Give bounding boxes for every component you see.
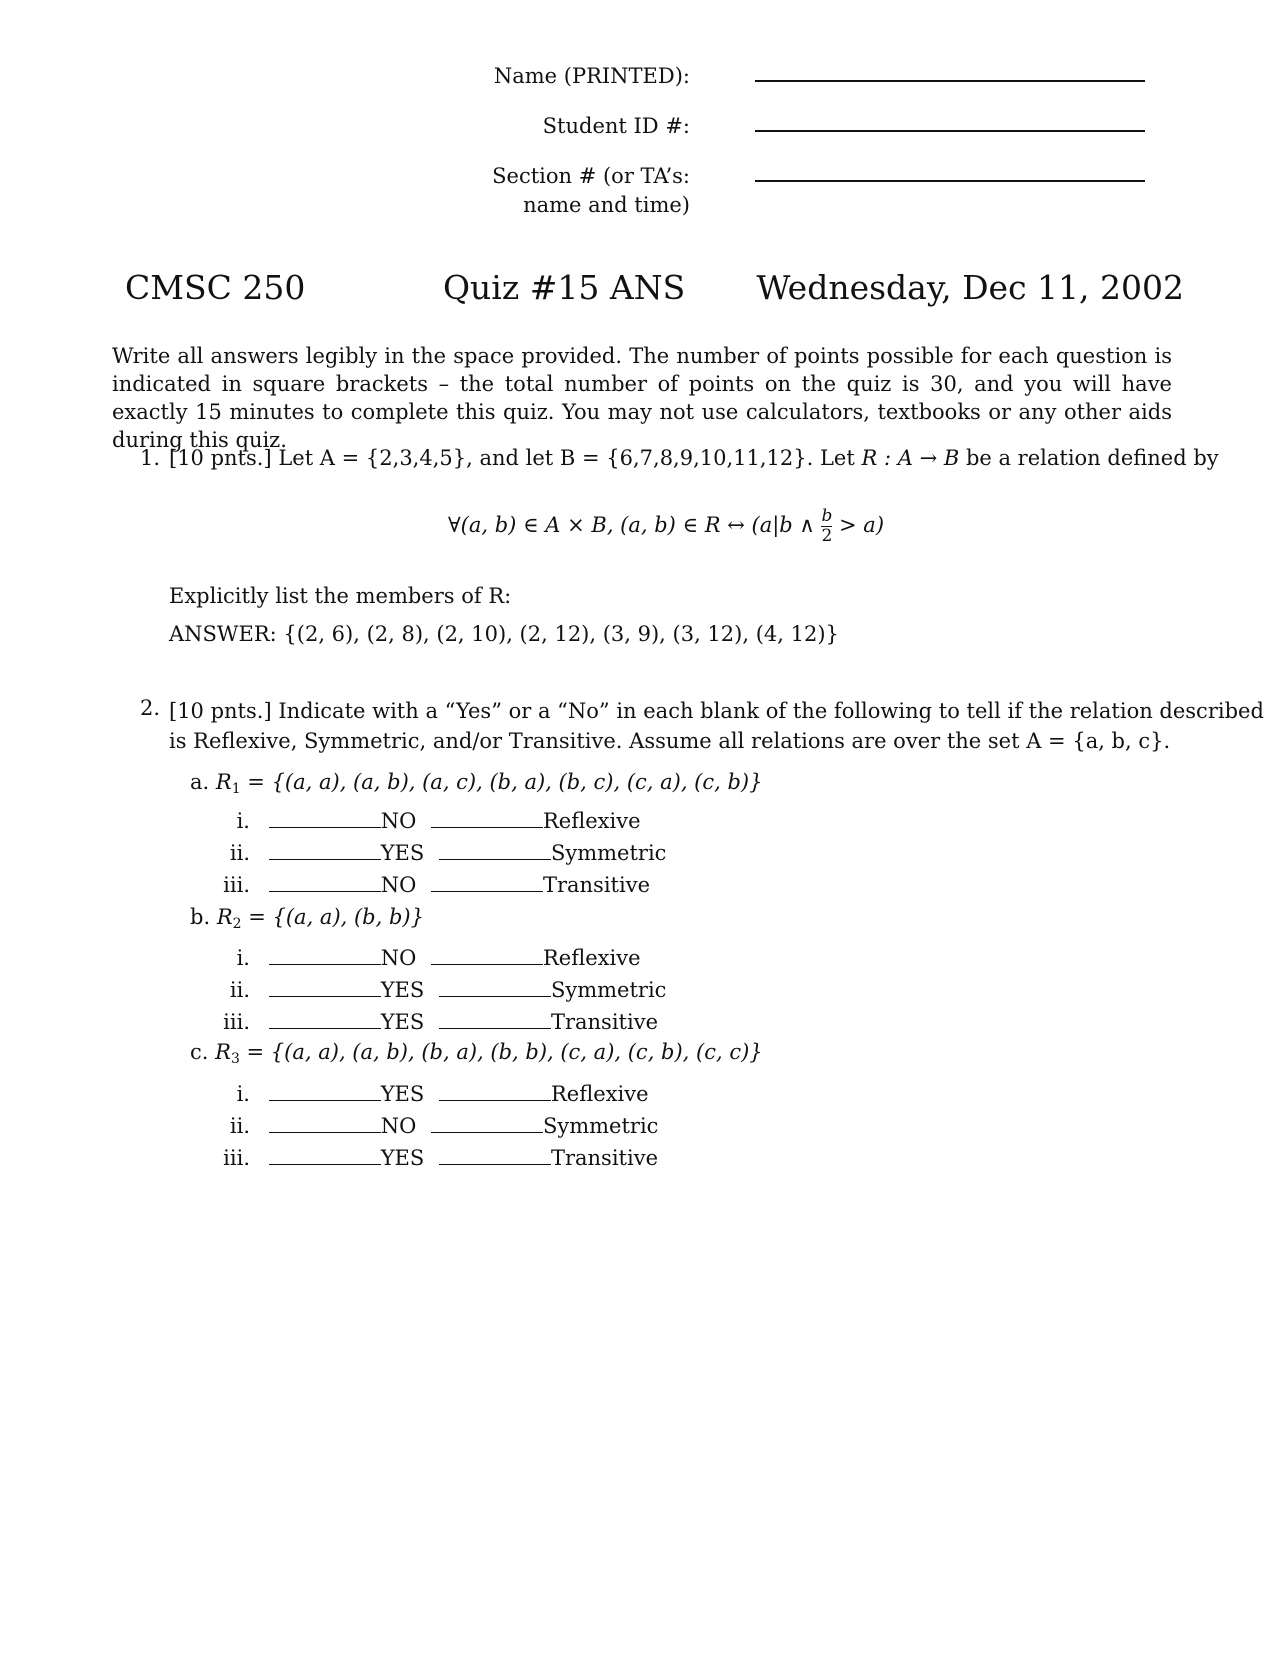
part-a-row-3: iii. NO Transitive bbox=[190, 867, 650, 899]
answer-blank[interactable] bbox=[269, 1140, 381, 1165]
part-c-row-3: iii. YES Transitive bbox=[190, 1140, 658, 1172]
part-c-row-1: i. YES Reflexive bbox=[190, 1076, 649, 1108]
answer-blank[interactable] bbox=[439, 1140, 551, 1165]
name-field-line[interactable] bbox=[755, 80, 1145, 82]
name-field-label: Name (PRINTED): bbox=[493, 64, 690, 88]
answer-blank[interactable] bbox=[269, 1004, 381, 1029]
q2-number: 2. bbox=[140, 696, 161, 720]
student-id-label: Student ID #: bbox=[542, 114, 690, 138]
section-line[interactable] bbox=[755, 180, 1145, 182]
q1-text: [10 pnts.] Let A = {2,3,4,5}, and let B = {6,7,8,9,10,11,12}. Let R : A → B be a relation defined by bbox=[169, 446, 1219, 470]
answer-blank[interactable] bbox=[269, 867, 381, 892]
part-a-relation: a. $R_1 = \{(a$, a), (a, b), (a, c), (b, a), (b, c), (c, a), (c, b)} bbox=[190, 770, 763, 797]
q1-prompt: Explicitly list the members of R: bbox=[169, 584, 512, 608]
answer-blank[interactable] bbox=[269, 940, 381, 965]
quiz-title: Quiz #15 ANS bbox=[443, 268, 686, 307]
student-id-line[interactable] bbox=[755, 130, 1145, 132]
part-a-row-2: ii. YES Symmetric bbox=[190, 835, 666, 867]
part-a-row-1: i. NO Reflexive bbox=[190, 803, 641, 835]
section-label: Section # (or TA’s: name and time) bbox=[492, 164, 690, 217]
q1-fraction: $\frac{b}{2}$ bbox=[821, 506, 833, 546]
q1-number: 1. bbox=[140, 446, 161, 470]
instructions: Write all answers legibly in the space provided. The number of points possible for each question is indicated in square brackets – the total number of points on the quiz is 30, and you will have exactly 15 minutes to complete this quiz. You may not use calculators, textbooks or any other aids during this quiz. bbox=[112, 344, 1172, 452]
answer-blank[interactable] bbox=[439, 972, 551, 997]
q1-formula: ∀(a, b) ∈ A × B, (a, b) ∈ R ↔ (a|b ∧ $\frac{b}{2}$ > a) bbox=[448, 506, 885, 546]
answer-blank[interactable] bbox=[439, 1076, 551, 1101]
quiz-date: Wednesday, Dec 11, 2002 bbox=[756, 268, 1184, 307]
answer-blank[interactable] bbox=[431, 803, 543, 828]
answer-blank[interactable] bbox=[431, 940, 543, 965]
answer-blank[interactable] bbox=[269, 1108, 381, 1133]
q2-text: [10 pnts.] Indicate with a “Yes” or a “No” in each blank of the following to tell if the relation described is Reflexive, Symmetric, and/or Transitive. Assume all relations are over the set A = {a, b, c}. bbox=[169, 699, 1264, 753]
answer-blank[interactable] bbox=[269, 835, 381, 860]
course-title: CMSC 250 bbox=[125, 268, 306, 307]
answer-blank[interactable] bbox=[269, 803, 381, 828]
answer-blank[interactable] bbox=[439, 835, 551, 860]
part-b-row-3: iii. YES Transitive bbox=[190, 1004, 658, 1036]
part-b-relation: b. $R_2 = \{(a$, a), (b, b)} bbox=[190, 905, 424, 932]
answer-blank[interactable] bbox=[431, 867, 543, 892]
part-c-row-2: ii. NO Symmetric bbox=[190, 1108, 658, 1140]
part-b-row-1: i. NO Reflexive bbox=[190, 940, 641, 972]
answer-blank[interactable] bbox=[431, 1108, 543, 1133]
q1-answer: ANSWER: {(2, 6), (2, 8), (2, 10), (2, 12), (3, 9), (3, 12), (4, 12)} bbox=[169, 622, 839, 646]
answer-blank[interactable] bbox=[439, 1004, 551, 1029]
part-c-relation: c. $R_3 = \{(a$, a), (a, b), (b, a), (b, b), (c, a), (c, b), (c, c)} bbox=[190, 1040, 763, 1067]
part-b-row-2: ii. YES Symmetric bbox=[190, 972, 666, 1004]
answer-blank[interactable] bbox=[269, 1076, 381, 1101]
answer-blank[interactable] bbox=[269, 972, 381, 997]
